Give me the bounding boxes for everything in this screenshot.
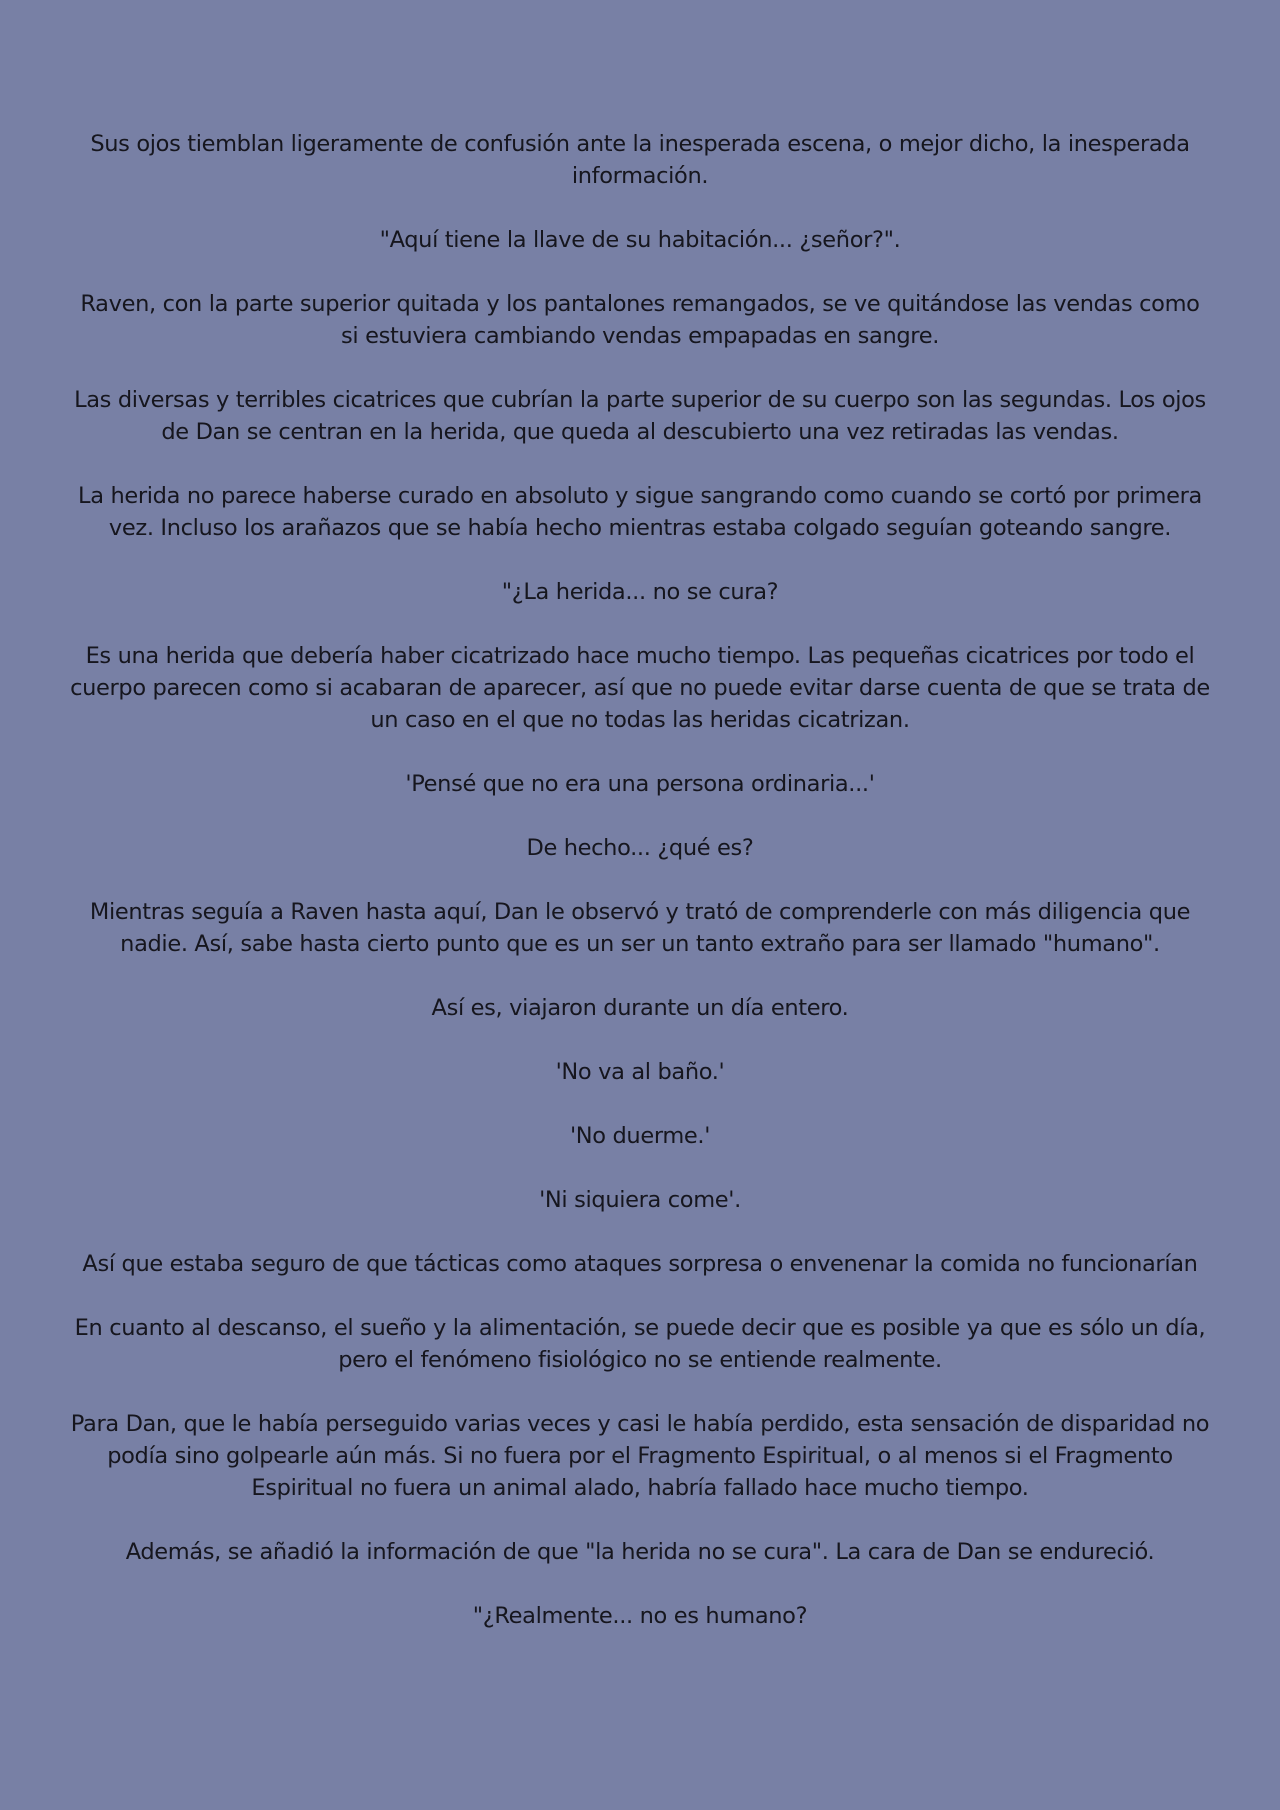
paragraph: La herida no parece haberse curado en absoluto y sigue sangrando como cuando se cortó por primera vez. Incluso los arañazos que se había hecho mientras estaba colgado seguían goteando sangre. — [78, 483, 1202, 541]
paragraph: De hecho... ¿qué es? — [526, 835, 754, 861]
thought-line: 'No va al baño.' — [555, 1059, 725, 1085]
paragraph: Raven, con la parte superior quitada y los pantalones remangados, se ve quitándose las vendas como si estuviera cambiando vendas empapadas en sangre. — [80, 291, 1200, 349]
paragraph: Así que estaba seguro de que tácticas como ataques sorpresa o envenenar la comida no funcionarían — [82, 1251, 1198, 1277]
dialogue-line: "Aquí tiene la llave de su habitación... ¿señor?". — [379, 227, 901, 253]
paragraph: Para Dan, que le había perseguido varias veces y casi le había perdido, esta sensación de disparidad no podía sino golpearle aún más. Si no fuera por el Fragmento Espiritual, o al menos si el Fragmento Espiritual no fuera un animal alado, habría fallado hace mucho tiempo. — [70, 1411, 1210, 1501]
paragraph: En cuanto al descanso, el sueño y la alimentación, se puede decir que es posible ya que es sólo un día, pero el fenómeno fisiológico no se entiende realmente. — [74, 1315, 1206, 1373]
paragraph: Mientras seguía a Raven hasta aquí, Dan le observó y trató de comprenderle con más diligencia que nadie. Así, sabe hasta cierto punto que es un ser un tanto extraño para ser llamado "humano". — [89, 899, 1191, 957]
paragraph: Sus ojos tiemblan ligeramente de confusión ante la inesperada escena, o mejor dicho, la inesperada información. — [90, 131, 1190, 189]
paragraph: Además, se añadió la información de que "la herida no se cura". La cara de Dan se endureció. — [125, 1539, 1155, 1565]
paragraph: Así es, viajaron durante un día entero. — [431, 995, 849, 1021]
paragraph: Es una herida que debería haber cicatrizado hace mucho tiempo. Las pequeñas cicatrices por todo el cuerpo parecen como si acabaran de aparecer, así que no puede evitar darse cuenta de que se trata de un caso en el que no todas las heridas cicatrizan. — [70, 643, 1210, 733]
thought-line: 'Ni siquiera come'. — [539, 1187, 741, 1213]
paragraph: Las diversas y terribles cicatrices que cubrían la parte superior de su cuerpo son las segundas. Los ojos de Dan se centran en la herida, que queda al descubierto una vez retiradas las vendas. — [74, 387, 1206, 445]
thought-line: 'Pensé que no era una persona ordinaria...' — [405, 771, 875, 797]
thought-line: 'No duerme.' — [569, 1123, 711, 1149]
dialogue-line: "¿Realmente... no es humano? — [472, 1603, 808, 1629]
dialogue-line: "¿La herida... no se cura? — [501, 579, 779, 605]
